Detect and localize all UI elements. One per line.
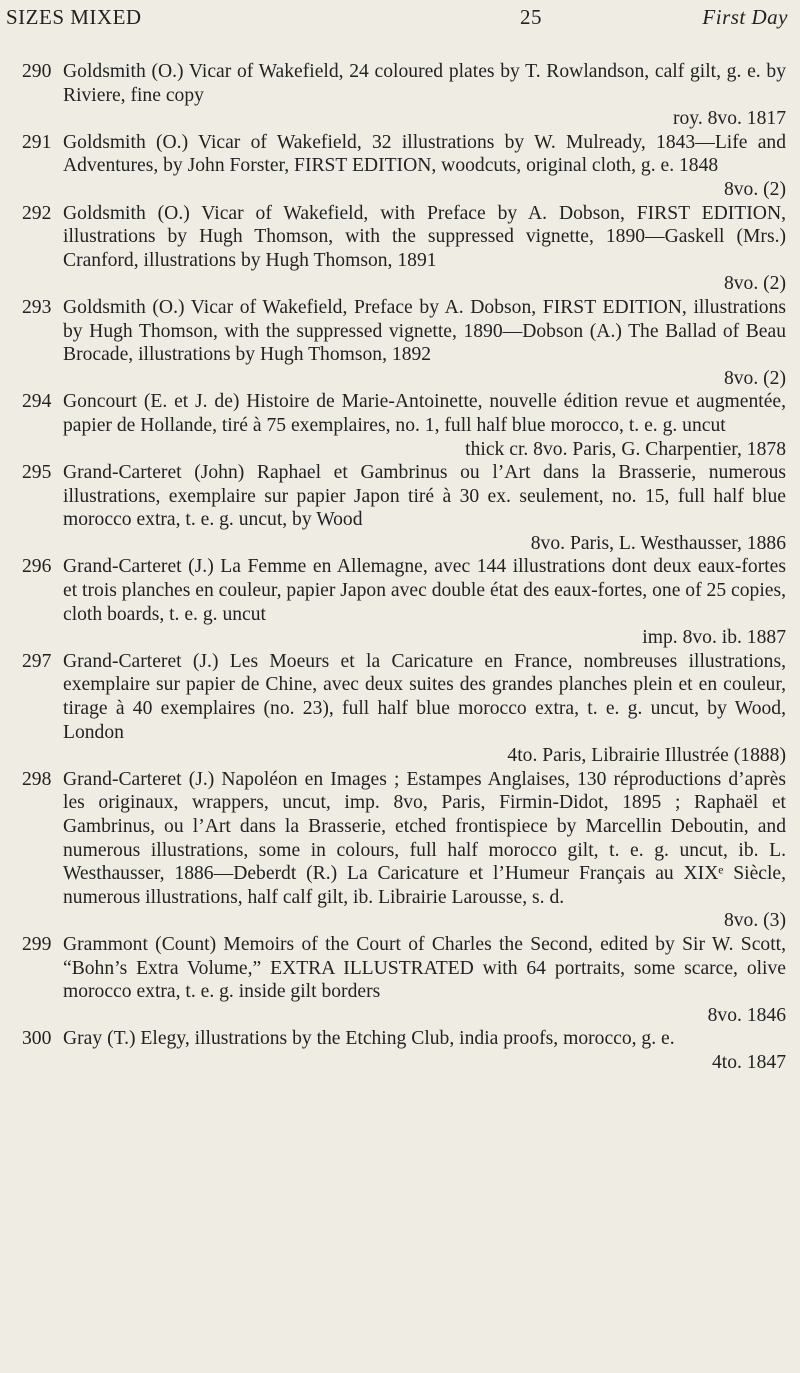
lot-description: Grand-Carteret (J.) Napoléon en Images ; Estampes Anglaises, 130 réproductions d’après les originaux, wrappers, uncut, imp. 8vo, Paris, Firmin-Didot, 1895 ; Raphaël et Gambrinus, ou l’Art dans la Brasserie, etched frontispiece by Marcellin Deboutin, and numerous illustrations, some in colours, full half morocco gilt, t. e. g. uncut, ib. L. Westhausser, 1886—Deberdt (R.) La Caricature et l’Humeur Français au XIXᵉ Siècle, numerous illustrations, half calf gilt, ib. Librairie Larousse, s. d. — [63, 768, 786, 908]
page-number: 25 — [520, 5, 542, 29]
lot-description: Gray (T.) Elegy, illustrations by the Etching Club, india proofs, morocco, g. e. — [63, 1028, 675, 1050]
lot-entry — [0, 202, 800, 296]
lot-number: 298 — [22, 768, 52, 790]
lot-number: 299 — [22, 933, 52, 955]
lot-number: 293 — [22, 296, 52, 318]
lot-description: Grammont (Count) Memoirs of the Court of Charles the Second, edited by Sir W. Scott, “Bohn’s Extra Volume,” EXTRA ILLUSTRATED with 64 portraits, some scarce, olive morocco extra, t. e. g. inside gilt borders — [63, 933, 786, 1003]
lot-list — [0, 60, 800, 1075]
lot-format-date: roy. 8vo. 1817 — [672, 108, 786, 130]
lot-number: 296 — [22, 556, 52, 578]
lot-number: 294 — [22, 391, 52, 413]
lot-number: 295 — [22, 462, 52, 484]
lot-number: 291 — [22, 131, 52, 153]
lot-format-date: 8vo. 1846 — [707, 1004, 786, 1026]
lot-entry — [0, 131, 800, 202]
lot-description: Grand-Carteret (J.) La Femme en Allemagne, avec 144 illustrations dont deux eaux-fortes et trois planches en couleur, papier Japon avec double état des eaux-fortes, one of 25 copies, cloth boards, t. e. g. uncut — [63, 556, 786, 625]
lot-format-date: 4to. Paris, Librairie Illustrée (1888) — [507, 745, 786, 767]
lot-format-date: 8vo. (3) — [723, 910, 786, 932]
lot-number: 300 — [22, 1028, 52, 1050]
lot-entry — [0, 768, 800, 933]
lot-entry — [0, 60, 800, 131]
lot-format-date: 8vo. Paris, L. Westhausser, 1886 — [530, 532, 786, 554]
header-day: First Day — [702, 5, 788, 29]
lot-entry — [0, 933, 800, 1027]
lot-entry — [0, 555, 800, 649]
lot-description: Goldsmith (O.) Vicar of Wakefield, with Preface by A. Dobson, FIRST EDITION, illustrations by Hugh Thomson, with the suppressed vignette, 1890—Gaskell (Mrs.) Cranford, illustrations by Hugh Thomson, 1891 — [63, 202, 786, 271]
lot-format-date: 4to. 1847 — [711, 1051, 786, 1073]
lot-description: Goldsmith (O.) Vicar of Wakefield, 24 coloured plates by T. Rowlandson, calf gilt, g. e. by Riviere, fine copy — [63, 61, 786, 106]
lot-format-date: 8vo. (2) — [723, 367, 786, 389]
lot-description: Goldsmith (O.) Vicar of Wakefield, Preface by A. Dobson, FIRST EDITION, illustrations by Hugh Thomson, with the suppressed vignette, 1890—Dobson (A.) The Ballad of Beau Brocade, illustrations by Hugh Thomson, 1892 — [63, 296, 786, 366]
lot-description: Goncourt (E. et J. de) Histoire de Marie-Antoinette, nouvelle édition revue et augmentée, papier de Hollande, tiré à 75 exemplaires, no. 1, full half blue morocco, t. e. g. uncut — [63, 391, 786, 436]
lot-format-date: imp. 8vo. ib. 1887 — [642, 627, 786, 649]
lot-number: 297 — [22, 650, 52, 672]
lot-description: Grand-Carteret (J.) Les Moeurs et la Caricature en France, nombreuses illustrations, exemplaire sur papier de Chine, avec deux suites des grandes planches plein et en couleur, tirage à 40 exemplaires (no. 23), full half blue morocco extra, t. e. g. uncut, by Wood, London — [63, 650, 786, 743]
header-section-title: SIZES MIXED — [6, 5, 142, 29]
lot-format-date: 8vo. (2) — [723, 178, 786, 200]
lot-number: 290 — [22, 61, 52, 82]
lot-entry — [0, 390, 800, 461]
lot-entry — [0, 296, 800, 390]
lot-entry — [0, 1027, 800, 1074]
lot-description: Goldsmith (O.) Vicar of Wakefield, 32 illustrations by W. Mulready, 1843—Life and Adventures, by John Forster, FIRST EDITION, woodcuts, original cloth, g. e. 1848 — [63, 131, 786, 177]
running-header — [0, 5, 800, 35]
lot-entry — [0, 650, 800, 768]
lot-format-date: thick cr. 8vo. Paris, G. Charpentier, 1878 — [465, 438, 786, 460]
lot-format-date: 8vo. (2) — [723, 273, 786, 295]
lot-number: 292 — [22, 202, 52, 224]
lot-entry — [0, 461, 800, 555]
lot-description: Grand-Carteret (John) Raphael et Gambrinus ou l’Art dans la Brasserie, numerous illustrations, exemplaire sur papier Japon tiré à 30 ex. seulement, no. 15, full half blue morocco extra, t. e. g. uncut, by Wood — [63, 462, 786, 531]
